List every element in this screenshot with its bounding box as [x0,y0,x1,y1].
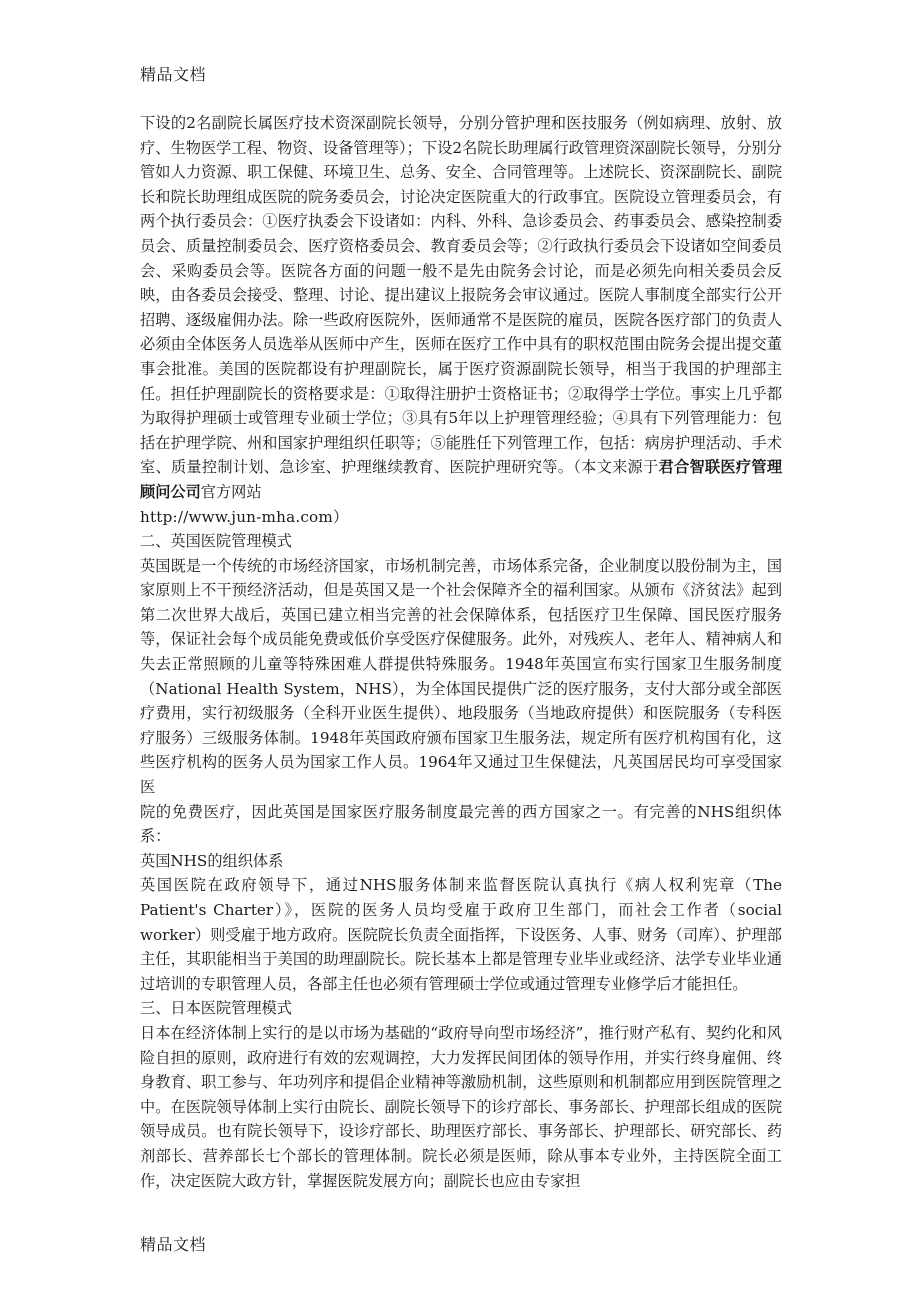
website-url: http://www.jun-mha.com） [140,507,349,526]
section-heading-uk: 二、英国医院管理模式 [140,532,292,551]
paragraph-uk-system: 英国既是一个传统的市场经济国家，市场机制完善，市场体系完备，企业制度以股份制为主，国家原则上不干预经济活动，但是英国又是一个社会保障齐全的福利国家。从颁布《济贫法》起到第二次世界大战后，英国已建立相当完善的社会保障体系，包括医疗卫生保障、国民医疗服务等，保证社会每个成员能免费或低价享受医疗保健服务。此外，对残疾人、老年人、精神病人和失去正常照顾的儿童等特殊困难人群提供特殊服务。1948年英国宣布实行国家卫生服务制度（National Health System，NHS），为全体国民提供广泛的医疗服务，支付大部分或全部医疗费用，实行初级服务（全科开业医生提供）、地段服务（当地政府提供）和医院服务（专科医疗服务）三级服务体制。1948年英国政府颁布国家卫生服务法，规定所有医疗机构国有化，这些医疗机构的医务人员为国家工作人员。1964年又通过卫生保健法，凡英国居民均可享受国家医 [140,556,782,797]
company-name: 君合智联医疗管理顾问公司 [140,458,783,501]
paragraph-uk-free-care: 院的免费医疗，因此英国是国家医疗服务制度最完善的西方国家之一。有完善的NHS组织体系： [140,802,782,846]
subheading-nhs-organization: 英国NHS的组织体系 [140,851,284,870]
section-heading-japan: 三、日本医院管理模式 [140,999,292,1018]
paragraph-us-text-tail: 官方网站 [200,482,262,501]
paragraph-us-hospital [140,111,782,529]
page-footer-mark: 精品文档 [140,1235,207,1254]
document-body [140,111,782,1193]
page-header-mark: 精品文档 [140,65,207,84]
paragraph-japan-system: 日本在经济体制上实行的是以市场为基础的“政府导向型市场经济”，推行财产私有、契约化和风险自担的原则，政府进行有效的宏观调控，大力发挥民间团体的领导作用，并实行终身雇佣、终身教育、职工参与、年功列序和提倡企业精神等激励机制，这些原则和机制都应用到医院管理之中。在医院领导体制上实行由院长、副院长领导下的诊疗部长、事务部长、护理部长组成的医院领导成员。也有院长领导下，设诊疗部长、助理医疗部长、事务部长、护理部长、研究部长、药剂部长、营养部长七个部长的管理体制。院长必须是医师，除从事本专业外，主持医院全面工作，决定医院大政方针，掌握医院发展方向；副院长也应由专家担 [140,1023,782,1190]
paragraph-us-text: 下设的2名副院长属医疗技术资深副院长领导，分别分管护理和医技服务（例如病理、放射、放疗、生物医学工程、物资、设备管理等）；下设2名院长助理属行政管理资深副院长领导，分别分管如人力资源、职工保健、环境卫生、总务、安全、合同管理等。上述院长、资深副院长、副院长和院长助理组成医院的院务委员会，讨论决定医院重大的行政事宜。医院设立管理委员会，有两个执行委员会：①医疗执委会下设诸如：内科、外科、急诊委员会、药事委员会、感染控制委员会、质量控制委员会、医疗资格委员会、教育委员会等；②行政执行委员会下设诸如空间委员会、采购委员会等。医院各方面的问题一般不是先由院务会讨论，而是必须先向相关委员会反映，由各委员会接受、整理、讨论、提出建议上报院务会审议通过。医院人事制度全部实行公开招聘、逐级雇佣办法。除一些政府医院外，医师通常不是医院的雇员，医院各医疗部门的负责人必须由全体医务人员选举从医师中产生，医师在医疗工作中具有的职权范围由院务会提出提交董事会批准。美国的医院都设有护理副院长，属于医疗资源副院长领导，相当于我国的护理部主任。担任护理副院长的资格要求是：①取得注册护士资格证书；②取得学士学位。事实上几乎都为取得护理硕士或管理专业硕士学位；③具有5年以上护理管理经验；④具有下列管理能力：包括在护理学院、州和国家护理组织任职等；⑤能胜任下列管理工作，包括：病房护理活动、手术室、质量控制计划、急诊室、护理继续教育、医院护理研究等。（本文来源于 [140,114,782,477]
paragraph-uk-hospital-management: 英国医院在政府领导下，通过NHS服务体制来监督医院认真执行《病人权利宪章（The Patient's Charter）》，医院的医务人员均受雇于政府卫生部门，而社会工作者（social worker）则受雇于地方政府。医院院长负责全面指挥，下设医务、人事、财务（司库）、护理部主任，其职能相当于美国的助理副院长。院长基本上都是管理专业毕业或经济、法学专业毕业通过培训的专职管理人员，各部主任也必须有管理硕士学位或通过管理专业修学后才能担任。 [140,876,782,993]
